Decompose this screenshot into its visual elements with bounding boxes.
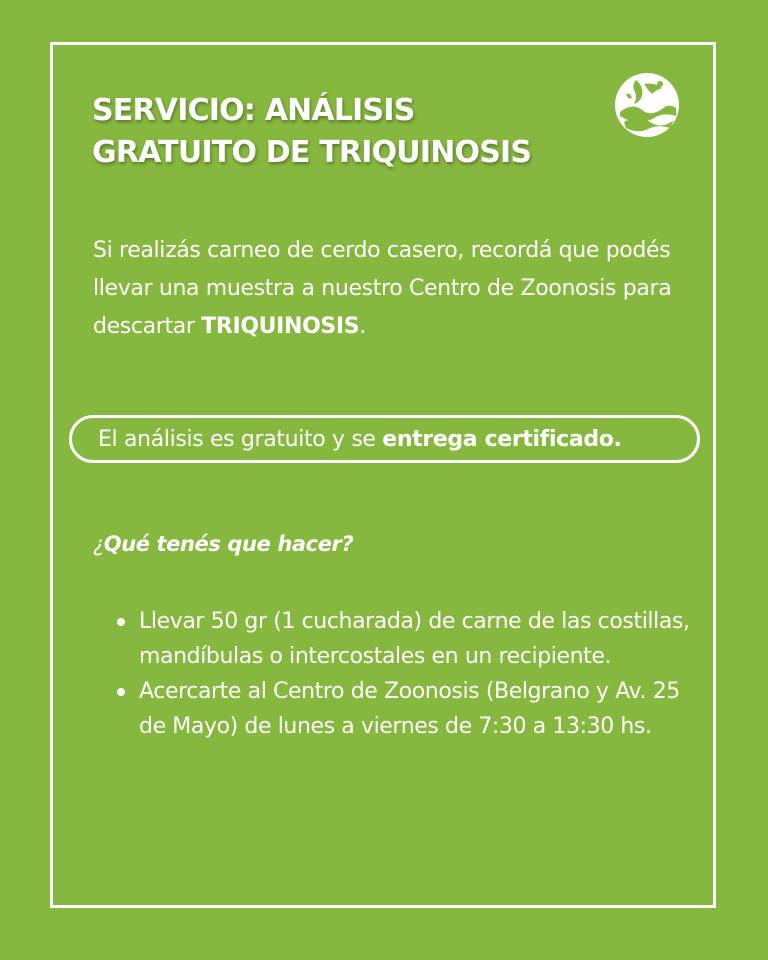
list-item (117, 674, 697, 744)
question-heading (93, 532, 353, 556)
title-line-1: SERVICIO: ANÁLISIS (92, 93, 415, 128)
bullet-icon (117, 688, 125, 696)
free-analysis-banner (69, 415, 700, 463)
intro-text: Si realizás carneo de cerdo casero, recordá que podés llevar una muestra a nuestro Centro de Zoonosis para descartar (93, 238, 672, 339)
intro-paragraph (93, 232, 693, 346)
step-text: Acercarte al Centro de Zoonosis (Belgrano y Av. 25 de Mayo) de lunes a viernes de 7:30 a 13:30 hs. (139, 679, 680, 739)
question-mark: ¿ (93, 532, 104, 556)
title-line-2: GRATUITO DE TRIQUINOSIS (92, 135, 532, 170)
question-text: Qué tenés que hacer? (103, 532, 354, 556)
intro-emphasis: TRIQUINOSIS (201, 314, 360, 339)
steps-list (117, 604, 697, 744)
banner-emphasis: entrega certificado. (382, 426, 622, 452)
intro-period: . (359, 314, 366, 339)
municipal-emblem-icon (614, 72, 680, 138)
banner-text: El análisis es gratuito y se (98, 426, 376, 452)
bullet-icon (117, 618, 125, 626)
list-item (117, 604, 697, 674)
step-text: Llevar 50 gr (1 cucharada) de carne de las costillas, mandíbulas o intercostales en un recipiente. (139, 609, 690, 669)
page-title (92, 90, 531, 174)
